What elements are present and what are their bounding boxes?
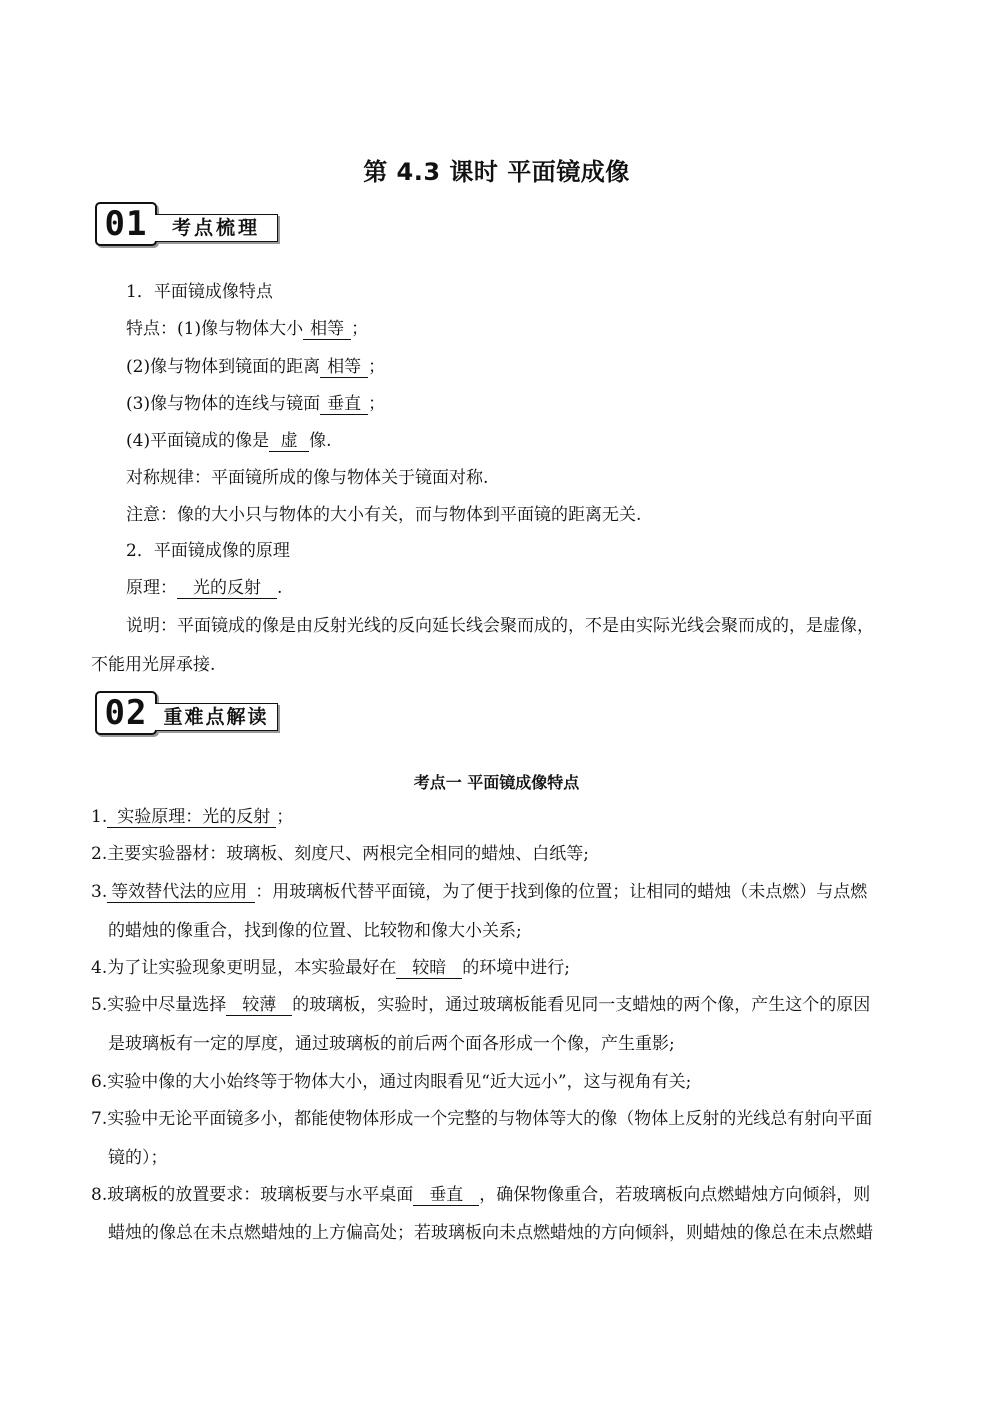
feature-end: ；	[368, 394, 386, 414]
item-text: 4.为了让实验现象更明显，本实验最好在	[91, 958, 397, 978]
item-1	[91, 806, 293, 828]
feature-end: ；	[368, 357, 386, 377]
feature-end: 像.	[309, 431, 332, 451]
answer-blank: 较薄	[226, 995, 292, 1016]
answer-blank: 虚	[269, 431, 309, 452]
feature-line-2	[126, 356, 385, 378]
item-4	[91, 957, 570, 979]
feature-text: (3)像与物体的连线与镜面	[126, 394, 321, 414]
subheading: 考点一 平面镜成像特点	[413, 773, 580, 792]
answer-blank: 垂直	[413, 1185, 479, 1206]
answer-blank: 光的反射	[177, 578, 277, 599]
point-heading-1: 1．平面镜成像特点	[126, 282, 273, 302]
item-7: 7.实验中无论平面镜多小，都能使物体形成一个完整的与物体等大的像（物体上反射的光线总有射向平面	[91, 1109, 873, 1129]
feature-text: 特点：(1)像与物体大小	[126, 319, 304, 339]
page-title: 第 4.3 课时 平面镜成像	[363, 158, 630, 186]
explanation-line-1: 说明：平面镜成的像是由反射光线的反向延长线会聚而成的，不是由实际光线会聚而成的，是虚像，	[126, 616, 874, 636]
item-text: ：用玻璃板代替平面镜，为了便于找到像的位置；让相同的蜡烛（未点燃）与点燃	[255, 882, 868, 902]
answer-blank: 较暗	[396, 958, 462, 979]
section-label: 考点梳理	[155, 214, 278, 242]
item-3	[91, 881, 867, 903]
section-badge-01	[95, 202, 285, 244]
feature-end: ；	[351, 319, 369, 339]
item-text: 的玻璃板，实验时，通过玻璃板能看见同一支蜡烛的两个像，产生这个的原因	[292, 995, 871, 1015]
answer-blank: 相等	[320, 357, 368, 378]
item-7-continued: 镜的）；	[108, 1148, 168, 1168]
item-3-continued: 的蜡烛的像重合，找到像的位置、比较物和像大小关系;	[108, 921, 522, 941]
section-number: 01	[95, 202, 157, 246]
principle-text: 原理：	[126, 578, 177, 598]
item-8	[91, 1184, 870, 1206]
answer-blank: 垂直	[320, 394, 368, 415]
item-number: 3.	[91, 882, 108, 902]
item-text: ，确保物像重合，若玻璃板向点燃蜡烛方向倾斜，则	[479, 1185, 871, 1205]
feature-line-3	[126, 393, 385, 415]
feature-text: (4)平面镜成的像是	[126, 431, 270, 451]
answer-blank: 相等	[303, 319, 351, 340]
item-5	[91, 994, 870, 1016]
section-label: 重难点解读	[155, 703, 278, 731]
item-6: 6.实验中像的大小始终等于物体大小，通过肉眼看见“近大远小”，这与视角有关;	[91, 1072, 692, 1092]
principle-end: .	[277, 578, 283, 598]
section-badge-02	[95, 691, 285, 733]
item-end: 的环境中进行;	[462, 958, 570, 978]
explanation-line-2: 不能用光屏承接.	[91, 655, 216, 675]
symmetry-rule: 对称规律：平面镜所成的像与物体关于镜面对称.	[126, 468, 489, 488]
item-text: 8.玻璃板的放置要求：玻璃板要与水平桌面	[91, 1185, 414, 1205]
item-end: ；	[276, 807, 294, 827]
item-5-continued: 是玻璃板有一定的厚度，通过玻璃板的前后两个面各形成一个像，产生重影;	[108, 1034, 675, 1054]
item-8-continued: 蜡烛的像总在未点燃蜡烛的上方偏高处；若玻璃板向未点燃蜡烛的方向倾斜，则蜡烛的像总在未点燃蜡	[108, 1223, 873, 1243]
item-number: 1.	[91, 807, 108, 827]
answer-blank: 等效替代法的应用	[107, 882, 255, 903]
principle-line	[126, 577, 282, 599]
feature-text: (2)像与物体到镜面的距离	[126, 357, 321, 377]
section-number: 02	[95, 691, 157, 735]
item-text: 5.实验中尽量选择	[91, 995, 227, 1015]
point-heading-2: 2．平面镜成像的原理	[126, 541, 290, 561]
feature-line-4	[126, 430, 332, 452]
note-line: 注意：像的大小只与物体的大小有关，而与物体到平面镜的距离无关.	[126, 505, 642, 525]
answer-blank: 实验原理：光的反射	[107, 807, 276, 828]
feature-line-1	[126, 318, 368, 340]
item-2: 2.主要实验器材：玻璃板、刻度尺、两根完全相同的蜡烛、白纸等;	[91, 844, 589, 864]
